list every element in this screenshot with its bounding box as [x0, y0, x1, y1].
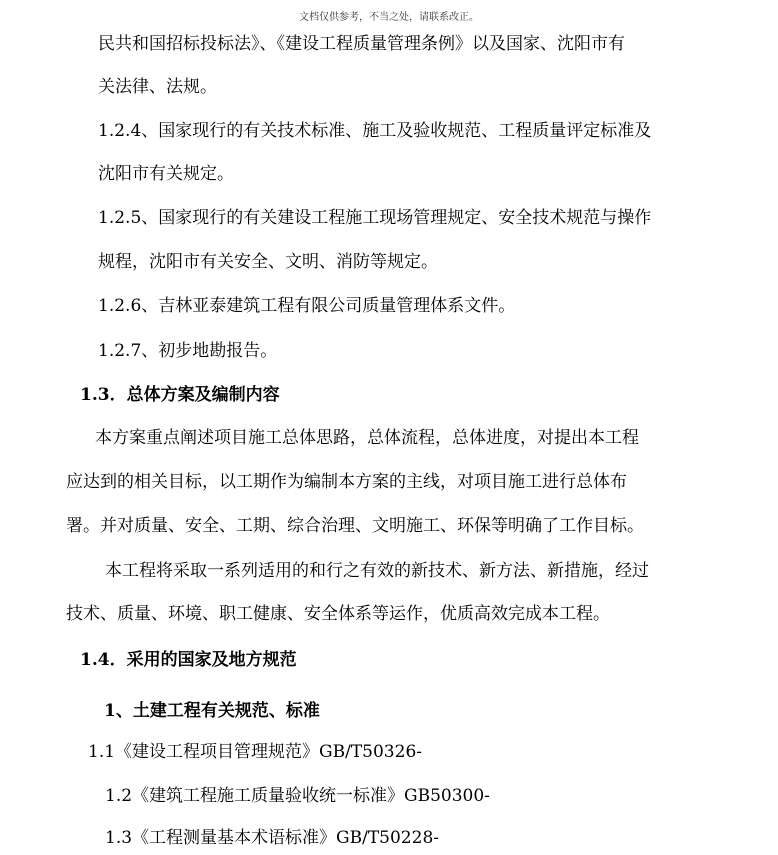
body-line: 民共和国招标投标法》、《建设工程质量管理条例》以及国家、沈阳市有 [98, 34, 625, 54]
standard-item: 1.2《建筑工程施工质量验收统一标准》GB50300- [105, 786, 490, 806]
body-line: 关法律、法规。 [98, 77, 217, 97]
paragraph-line: 本方案重点阐述项目施工总体思路，总体流程，总体进度，对提出本工程 [95, 428, 639, 448]
list-item: 1.2.6、吉林亚泰建筑工程有限公司质量管理体系文件。 [98, 296, 516, 316]
paragraph-line: 应达到的相关目标，以工期作为编制本方案的主线，对项目施工进行总体布 [66, 472, 627, 492]
paragraph-line: 本工程将采取一系列适用的和行之有效的新技术、新方法、新措施，经过 [105, 561, 649, 581]
page-header-note: 文档仅供参考，不当之处，请联系改正。 [299, 12, 479, 23]
list-item: 1.2.7、初步地勘报告。 [98, 341, 278, 361]
standard-item: 1.3《工程测量基本术语标准》GB/T50228- [105, 828, 439, 848]
section-heading: 1.4．采用的国家及地方规范 [80, 650, 297, 670]
section-heading: 1.3．总体方案及编制内容 [80, 385, 280, 405]
body-line: 沈阳市有关规定。 [98, 164, 234, 184]
body-line: 规程，沈阳市有关安全、文明、消防等规定。 [98, 252, 438, 272]
paragraph-line: 技术、质量、环境、职工健康、安全体系等运作，优质高效完成本工程。 [66, 604, 610, 624]
standard-item: 1.1《建设工程项目管理规范》GB/T50326- [88, 742, 422, 762]
paragraph-line: 署。并对质量、安全、工期、综合治理、文明施工、环保等明确了工作目标。 [66, 516, 644, 536]
list-item: 1.2.5、国家现行的有关建设工程施工现场管理规定、安全技术规范与操作 [98, 208, 652, 228]
list-item: 1.2.4、国家现行的有关技术标准、施工及验收规范、工程质量评定标准及 [98, 121, 652, 141]
subsection-heading: 1、土建工程有关规范、标准 [104, 701, 320, 721]
